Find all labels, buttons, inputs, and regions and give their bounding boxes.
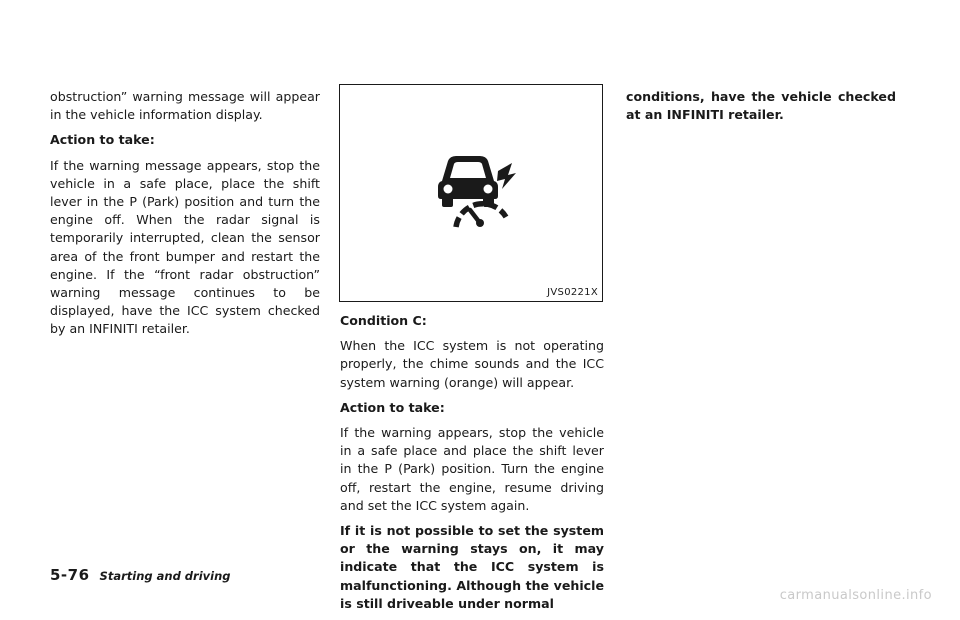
warning-figure [339,84,603,302]
section-title: Starting and driving [99,569,231,583]
middle-action-heading: Action to take: [340,399,445,415]
page-footer [50,566,231,584]
left-paragraph-2: If the warning message appears, stop the vehicle in a safe place, place the shift lever in the P (Park) position and turn the engine off. When the radar signal is temporarily interrupted, clean the sensor area of the front bumper and restart the engine. If the “front radar obstruction” warning message continues to be displayed, have the ICC system checked by an INFINITI retailer. [50,157,320,337]
watermark: carmanualsonline.info [779,588,932,603]
left-column [50,88,320,346]
left-action-heading: Action to take: [50,132,155,148]
middle-bold-paragraph: If it is not possible to set the system or the warning stays on, it may indicate that the ICC system is malfunctioning. Although the vehicle is still driveable under normal [340,523,604,611]
middle-column [340,312,604,620]
right-bold-paragraph: conditions, have the vehicle checked at an INFINITI retailer. [626,89,896,123]
middle-paragraph-1: When the ICC system is not operating properly, the chime sounds and the ICC system warning (orange) will appear. [340,338,604,390]
middle-paragraph-2: If the warning appears, stop the vehicle in a safe place and place the shift lever in the P (Park) position. Turn the engine off, restart the engine, resume driving and set the ICC system again. [340,425,604,513]
left-paragraph-1: obstruction” warning message will appear in the vehicle information display. [50,89,320,123]
condition-c-heading: Condition C: [340,313,427,328]
page-number: 5-76 [50,566,90,584]
right-column [626,88,896,131]
figure-id: JVS0221X [547,287,598,298]
icc-system-warning-icon [428,151,518,231]
